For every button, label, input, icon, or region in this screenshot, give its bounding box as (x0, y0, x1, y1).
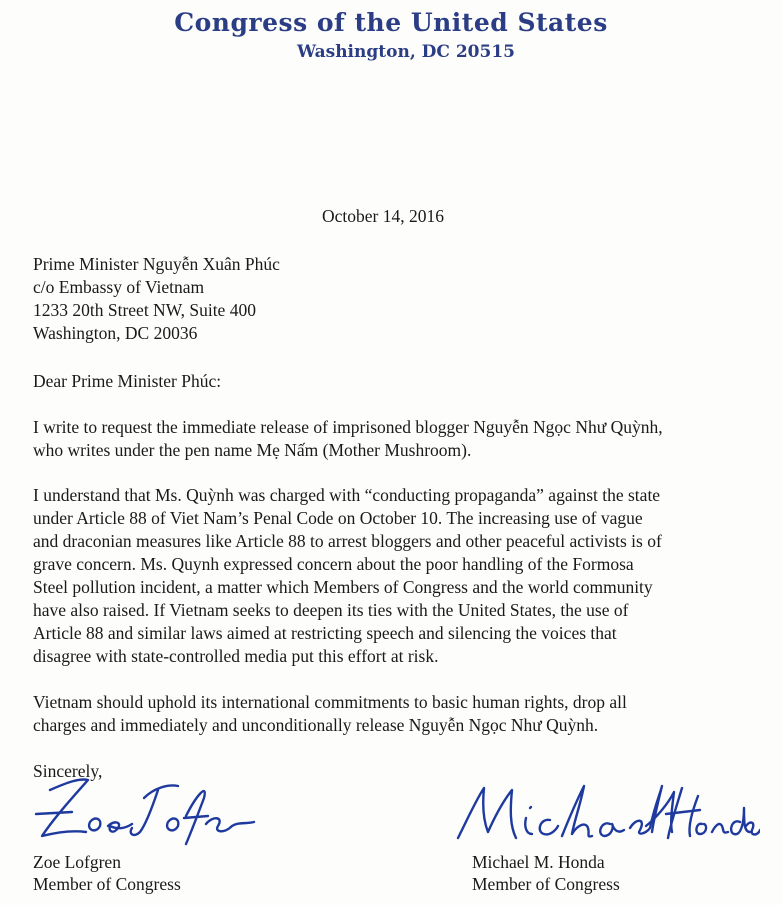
letterhead-title: Congress of the United States (174, 8, 608, 37)
signature-honda (440, 778, 760, 850)
body-paragraph-3: Vietnam should uphold its international commitments to basic human rights, drop all charges and immediately and unconditionally release Nguyễn Ngọc Như Quỳnh. (33, 692, 627, 735)
recipient-line: c/o Embassy of Vietnam (33, 277, 205, 297)
signatory-name: Michael M. Honda (472, 852, 605, 872)
signatory-honda (472, 851, 620, 895)
signatory-name: Zoe Lofgren (33, 852, 121, 872)
signatory-lofgren (33, 851, 181, 895)
letterhead-city: Washington, DC 20515 (297, 42, 515, 62)
signatory-title: Member of Congress (33, 874, 181, 894)
body-paragraph-2: I understand that Ms. Quỳnh was charged with “conducting propaganda” against the state under Article 88 of Viet Nam’s Penal Code on October 10. The increasing use of vague and draconian measures like Article 88 to arrest bloggers and other peaceful activists is of grave concern. Ms. Quynh expressed concern about the poor handling of the Formosa Steel pollution incident, a matter which Members of Congress and the world community have also raised. If Vietnam seeks to deepen its ties with the United States, the use of Article 88 and similar laws aimed at restricting speech and silencing the voices that disagree with state-controlled media put this effort at risk. (33, 485, 662, 666)
recipient-line: 1233 20th Street NW, Suite 400 (33, 300, 256, 320)
recipient-line: Prime Minister Nguyễn Xuân Phúc (33, 254, 280, 274)
signatory-title: Member of Congress (472, 874, 620, 894)
letter-date: October 14, 2016 (322, 206, 444, 226)
signature-lofgren (28, 768, 258, 850)
body-paragraph-1: I write to request the immediate release of imprisoned blogger Nguyễn Ngọc Như Quỳnh, who writes under the pen name Mẹ Nấm (Mother Mushroom). (33, 417, 663, 460)
salutation: Dear Prime Minister Phúc: (33, 371, 222, 391)
letterhead (0, 6, 782, 63)
recipient-address (33, 253, 778, 345)
recipient-line: Washington, DC 20036 (33, 323, 198, 343)
closing: Sincerely, (33, 761, 103, 781)
